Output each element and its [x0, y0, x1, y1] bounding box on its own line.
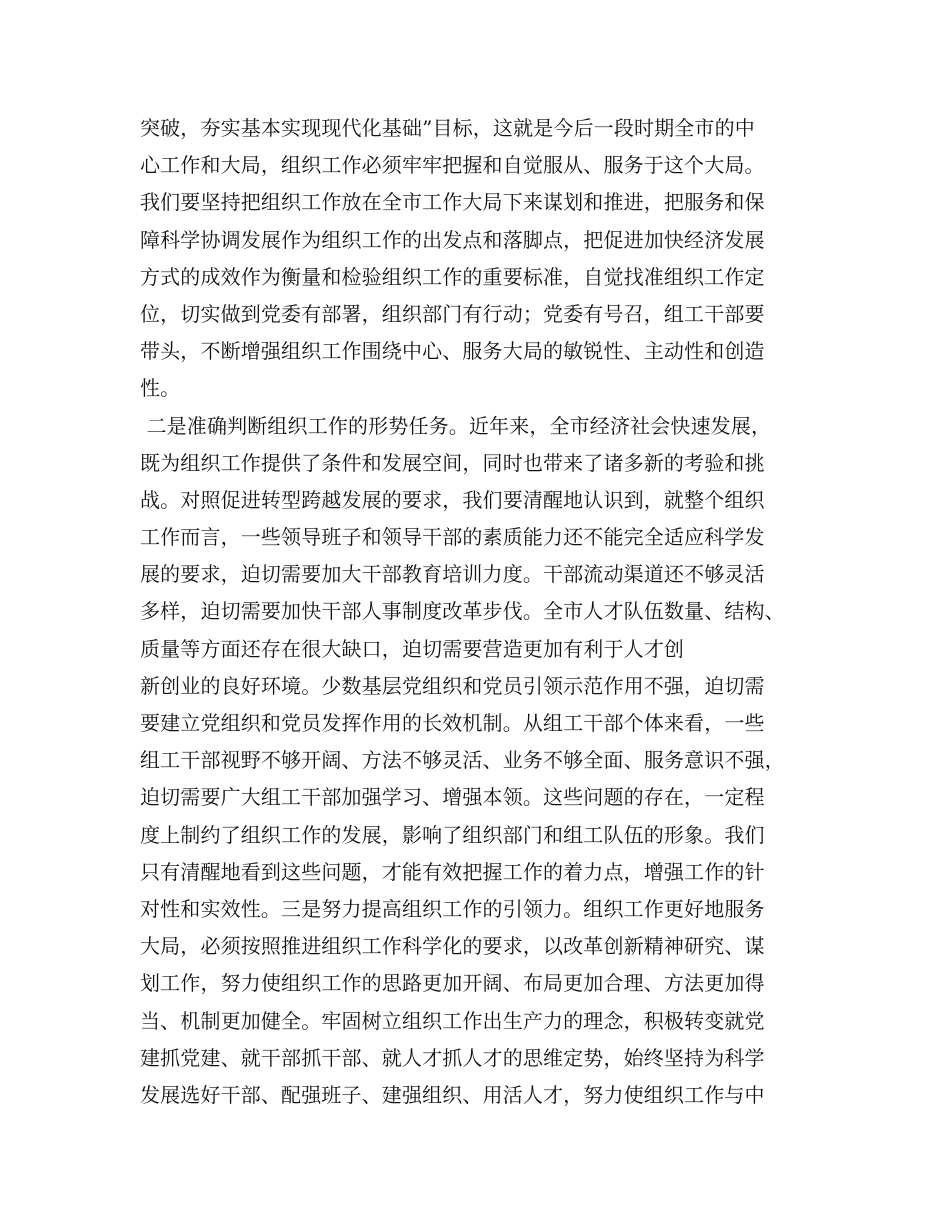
text-line: 带头，不断增强组织工作围绕中心、服务大局的敏锐性、主动性和创造 — [140, 339, 765, 364]
body-text — [140, 110, 840, 1114]
text-line: 当、机制更加健全。牢固树立组织工作出生产力的理念，积极转变就党 — [140, 1008, 765, 1033]
text-line: 工作而言，一些领导班子和领导干部的素质能力还不能完全适应科学发 — [140, 525, 765, 550]
text-line: 障科学协调发展作为组织工作的出发点和落脚点，把促进加快经济发展 — [140, 227, 765, 252]
text-line: 对性和实效性。三是努力提高组织工作的引领力。组织工作更好地服务 — [140, 896, 765, 921]
text-line: 大局，必须按照推进组织工作科学化的要求，以改革创新精神研究、谋 — [140, 934, 765, 959]
text-line: 性。 — [140, 376, 181, 401]
text-line: 展的要求，迫切需要加大干部教育培训力度。干部流动渠道还不够灵活 — [140, 562, 765, 587]
text-line: 建抓党建、就干部抓干部、就人才抓人才的思维定势，始终坚持为科学 — [140, 1045, 765, 1070]
text-line: 位，切实做到党委有部署，组织部门有行动；党委有号召，组工干部要 — [140, 301, 765, 326]
text-line: 突破，夯实基本实现现代化基础”目标，这就是今后一段时期全市的中 — [140, 116, 755, 140]
text-line: 我们要坚持把组织工作放在全市工作大局下来谋划和推进，把服务和保 — [140, 190, 765, 215]
text-line: 方式的成效作为衡量和检验组织工作的重要标准，自觉找准组织工作定 — [140, 264, 765, 289]
text-line: 二是准确判断组织工作的形势任务。近年来，全市经济社会快速发展， — [140, 413, 772, 438]
text-line: 战。对照促进转型跨越发展的要求，我们要清醒地认识到，就整个组织 — [140, 487, 765, 512]
text-line: 迫切需要广大组工干部加强学习、增强本领。这些问题的存在，一定程 — [140, 785, 765, 810]
text-line: 新创业的良好环境。少数基层党组织和党员引领示范作用不强，迫切需 — [140, 673, 765, 698]
text-line: 心工作和大局，组织工作必须牢牢把握和自觉服从、服务于这个大局。 — [140, 153, 765, 178]
text-line: 要建立党组织和党员发挥作用的长效机制。从组工干部个体来看，一些 — [140, 711, 765, 735]
text-line: 发展选好干部、配强班子、建强组织、用活人才，努力使组织工作与中 — [140, 1082, 765, 1107]
text-line: 度上制约了组织工作的发展，影响了组织部门和组工队伍的形象。我们 — [140, 822, 765, 847]
text-line: 只有清醒地看到这些问题，才能有效把握工作的着力点，增强工作的针 — [140, 859, 765, 884]
text-line: 组工干部视野不够开阔、方法不够灵活、业务不够全面、服务意识不强， — [140, 748, 785, 773]
text-line: 多样，迫切需要加快干部人事制度改革步伐。全市人才队伍数量、结构、 — [140, 599, 785, 624]
text-line: 既为组织工作提供了条件和发展空间，同时也带来了诸多新的考验和挑 — [140, 450, 765, 475]
text-line: 划工作，努力使组织工作的思路更加开阔、布局更加合理、方法更加得 — [140, 971, 765, 996]
text-line: 质量等方面还存在很大缺口，迫切需要营造更加有利于人才创 — [140, 636, 685, 661]
